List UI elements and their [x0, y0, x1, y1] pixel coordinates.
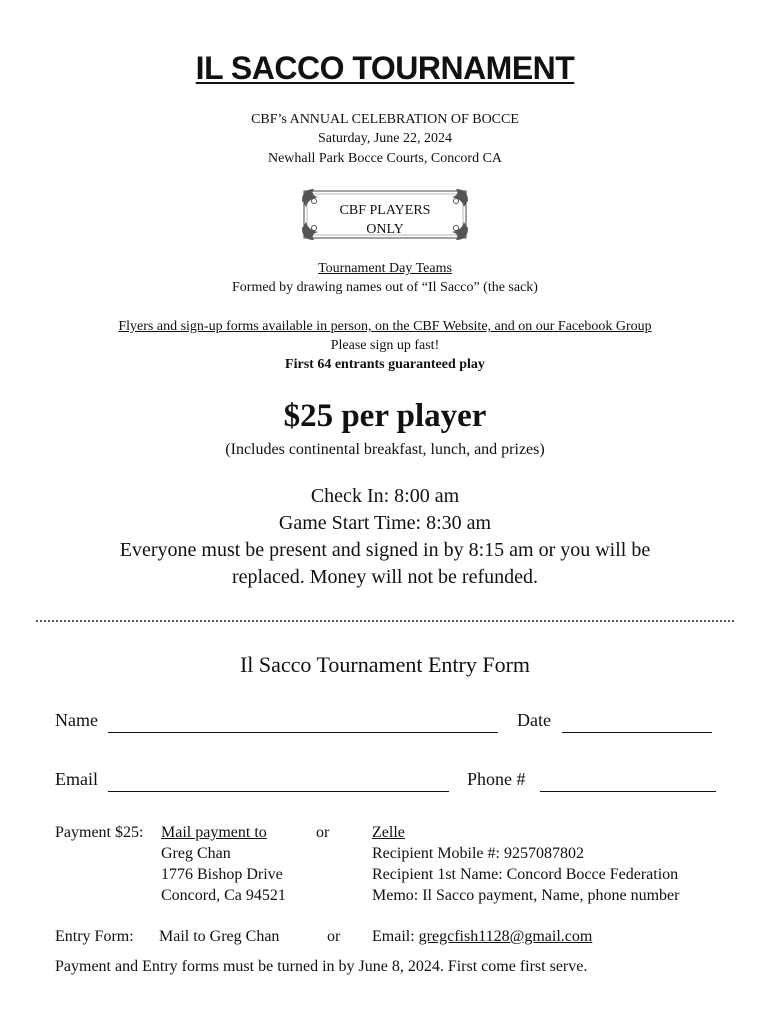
players-only-badge — [300, 201, 470, 239]
entry-email-prefix: Email: — [372, 928, 419, 945]
mail-city: Concord, Ca 94521 — [161, 887, 286, 904]
payment-or: or — [316, 824, 330, 841]
email-label: Email — [55, 769, 98, 789]
mail-recipient-name: Greg Chan — [161, 845, 231, 862]
price-heading: $25 per player — [283, 398, 487, 434]
notice-line-1: Everyone must be present and signed in by 8:15 am or you will be — [119, 539, 651, 561]
badge-line-2: ONLY — [366, 222, 404, 237]
notice-line-2: replaced. Money will not be refunded. — [231, 566, 538, 588]
page-title: IL SACCO TOURNAMENT — [195, 50, 575, 86]
email-field[interactable] — [108, 791, 449, 792]
date-field[interactable] — [562, 732, 712, 733]
badge-line-1: CBF PLAYERS — [339, 203, 431, 218]
event-date: Saturday, June 22, 2024 — [317, 131, 453, 146]
entry-mail: Mail to Greg Chan — [159, 928, 280, 945]
zelle-heading: Zelle — [372, 824, 405, 841]
entry-form-label: Entry Form: — [55, 928, 134, 945]
email-link[interactable]: gregcfish1128@gmail.com — [418, 928, 593, 945]
entry-email — [372, 928, 592, 946]
mail-street: 1776 Bishop Drive — [161, 866, 283, 883]
signup-notice: Please sign up fast! — [330, 338, 440, 353]
name-field[interactable] — [108, 732, 498, 733]
zelle-recipient-name: Recipient 1st Name: Concord Bocce Federation — [372, 866, 679, 883]
guarantee-notice: First 64 entrants guaranteed play — [285, 357, 485, 372]
phone-label: Phone # — [467, 769, 526, 789]
flyers-link: Flyers and sign-up forms available in person, on the CBF Website, and on our Facebook Group — [118, 319, 652, 334]
phone-field[interactable] — [540, 791, 716, 792]
mail-payment-heading: Mail payment to — [161, 824, 267, 841]
flyers-info — [0, 319, 770, 335]
start-time: Game Start Time: 8:30 am — [278, 512, 492, 534]
cut-line-divider — [36, 620, 734, 622]
entry-or: or — [327, 928, 341, 945]
deadline-notice: Payment and Entry forms must be turned in by June 8, 2024. First come first serve. — [55, 958, 588, 975]
price-includes: (Includes continental breakfast, lunch, and prizes) — [225, 441, 545, 458]
payment-label: Payment $25: — [55, 824, 144, 841]
event-location: Newhall Park Bocce Courts, Concord CA — [267, 151, 503, 166]
checkin-time: Check In: 8:00 am — [310, 485, 460, 507]
zelle-memo: Memo: Il Sacco payment, Name, phone number — [372, 887, 680, 904]
teams-heading: Tournament Day Teams — [318, 261, 452, 276]
event-subtitle: CBF’s ANNUAL CELEBRATION OF BOCCE — [251, 112, 519, 127]
date-label: Date — [517, 710, 551, 730]
form-title: Il Sacco Tournament Entry Form — [239, 652, 531, 677]
teams-description: Formed by drawing names out of “Il Sacco” (the sack) — [232, 280, 538, 295]
name-label: Name — [55, 710, 98, 730]
zelle-mobile: Recipient Mobile #: 9257087802 — [372, 845, 584, 862]
